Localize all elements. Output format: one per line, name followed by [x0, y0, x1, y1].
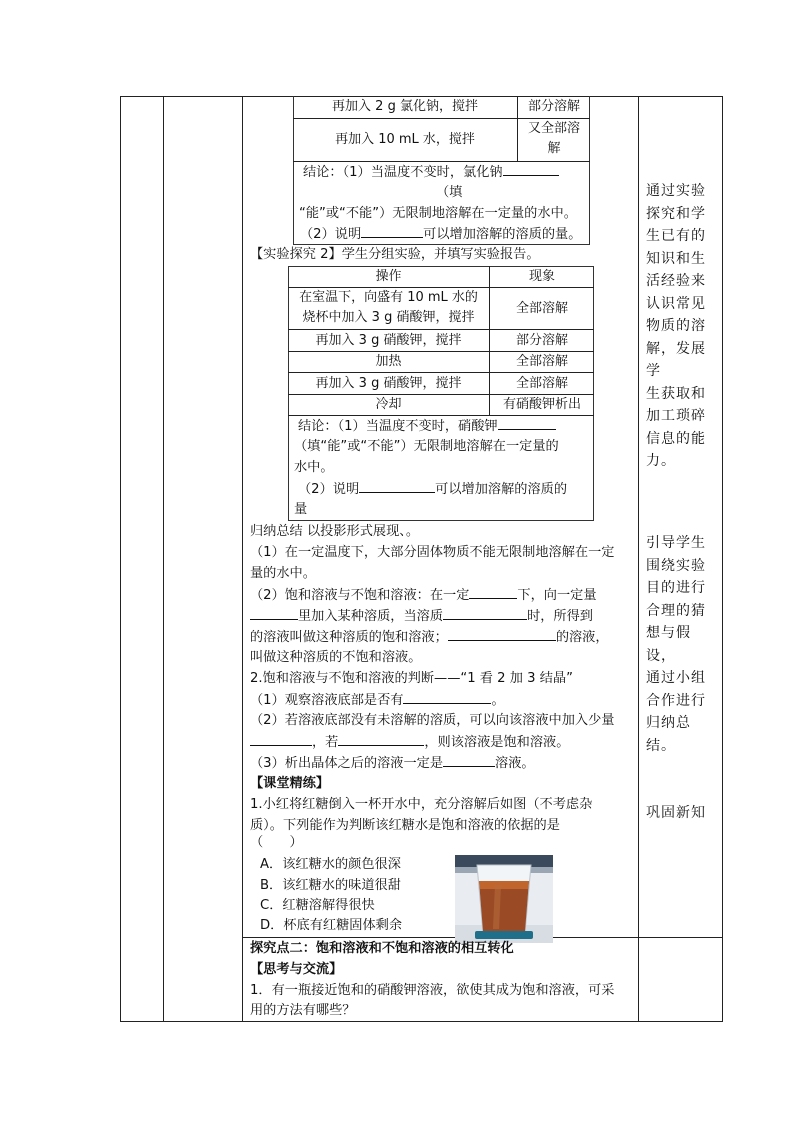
- question-text: 用的方法有哪些？: [250, 1003, 356, 1018]
- conclusion-line: 水中。: [294, 460, 334, 475]
- sugar-water-glass-image: [455, 855, 553, 943]
- question-text: 1．有一瓶接近饱和的硝酸钾溶液，欲使其成为饱和溶液，可采: [250, 983, 615, 998]
- table-cell-result: 全部溶解: [515, 375, 568, 391]
- question-text: 1.小红将红糖倒入一杯开水中，充分溶解后如图（不考虑杂: [250, 797, 593, 812]
- conclusion-line: （2）说明 可以增加溶解的溶质的量。: [300, 224, 581, 245]
- table-cell-op: 加热: [375, 354, 402, 369]
- experiment-2-heading: 【实验探究 2】学生分组实验，并填写实验报告。: [250, 247, 540, 262]
- option-c: C．红糖溶解得很快: [260, 898, 375, 913]
- conclusion-line: （填“能”或“不能”）无限制地溶解在一定量的: [294, 439, 559, 454]
- practice-title: 【课堂精练】: [250, 776, 330, 791]
- summary-text: （3）析出晶体之后的溶液一定是 溶液。: [250, 753, 535, 774]
- summary-text: （2）若溶液底部没有未溶解的溶质，可以向该溶液中加入少量: [250, 713, 615, 728]
- table-cell-op: 再加入 2 g 氯化钠，搅拌: [332, 99, 478, 114]
- option-d: D．杯底有红糖固体剩余: [260, 918, 403, 933]
- table-cell-op: 再加入 3 g 硝酸钾，搅拌: [315, 375, 462, 391]
- side-note-3: 巩固新知: [646, 805, 706, 821]
- table-cell-op: 再加入 10 mL 水，搅拌: [335, 132, 475, 147]
- summary-text: ，若 ，则该溶液是饱和溶液。: [250, 732, 569, 753]
- summary-text: （2）饱和溶液与不饱和溶液：在一定 下，向一定量: [250, 585, 597, 606]
- think-title: 【思考与交流】: [250, 962, 343, 977]
- option-b: B．该红糖水的味道很甜: [260, 878, 401, 893]
- table-cell-result: 部分溶解: [515, 332, 568, 348]
- summary-subtitle: 2.饱和溶液与不饱和溶液的判断——“1 看 2 加 3 结晶”: [250, 671, 573, 686]
- side-note-2: 引导学生 围绕实验 目的进行 合理的猜 想与假设， 通过小组 合作进行 归纳总结。: [646, 535, 706, 754]
- summary-text: 里加入某种溶质，当溶质 时，所得到: [250, 606, 593, 627]
- table-cell-op: 冷却: [375, 397, 402, 412]
- conclusion-line: 量: [294, 502, 308, 517]
- summary-text: 的溶液叫做这种溶质的饱和溶液； 的溶液，: [250, 627, 609, 648]
- conclusion-line: 结论：（1）当温度不变时，硝酸钾: [298, 416, 556, 437]
- table-cell-op: 再加入 3 g 硝酸钾，搅拌: [315, 332, 462, 348]
- option-a: A．该红糖水的颜色很深: [260, 857, 401, 872]
- table-cell-result: 全部溶解: [515, 354, 568, 369]
- conclusion-line: （填: [436, 185, 463, 200]
- summary-title: 归纳总结 以投影形式展现、。: [250, 524, 420, 539]
- table-cell-result: 又全部溶 解: [527, 121, 580, 156]
- question-text: 质）。下列能作为判断该红糖水是饱和溶液的依据的是: [250, 818, 560, 833]
- table-cell-result: 部分溶解: [527, 99, 580, 114]
- summary-text: （1）观察溶液底部是否有 。: [250, 690, 505, 711]
- explore-title: 探究点二：饱和溶液和不饱和溶液的相互转化: [250, 941, 514, 956]
- table-header: 现象: [528, 268, 555, 284]
- conclusion-line: “能”或“不能”）无限制地溶解在一定量的水中。: [299, 206, 577, 221]
- summary-text: （1）在一定温度下，大部分固体物质不能无限制地溶解在一定: [250, 545, 615, 560]
- conclusion-line: 结论：（1）当温度不变时，氯化钠: [303, 162, 559, 183]
- side-note-1: 通过实验 探究和学 生已有的 知识和生 活经验来 认识常见 物质的溶 解，发展学 生获取和 加工琐碎 信息的能 力。: [646, 183, 706, 469]
- summary-text: 量的水中。: [250, 566, 316, 581]
- table-cell-result: 有硝酸钾析出: [502, 397, 581, 412]
- conclusion-line: （2）说明 可以增加溶解的溶质的: [298, 479, 567, 500]
- table-cell-result: 全部溶解: [515, 300, 568, 316]
- summary-text: 叫做这种溶质的不饱和溶液。: [250, 650, 422, 665]
- table-cell-op: 在室温下，向盛有 10 mL 水的 烧杯中加入 3 g 硝酸钾，搅拌: [299, 290, 478, 325]
- table-header: 操作: [375, 268, 402, 284]
- question-text: （ ）: [250, 835, 303, 850]
